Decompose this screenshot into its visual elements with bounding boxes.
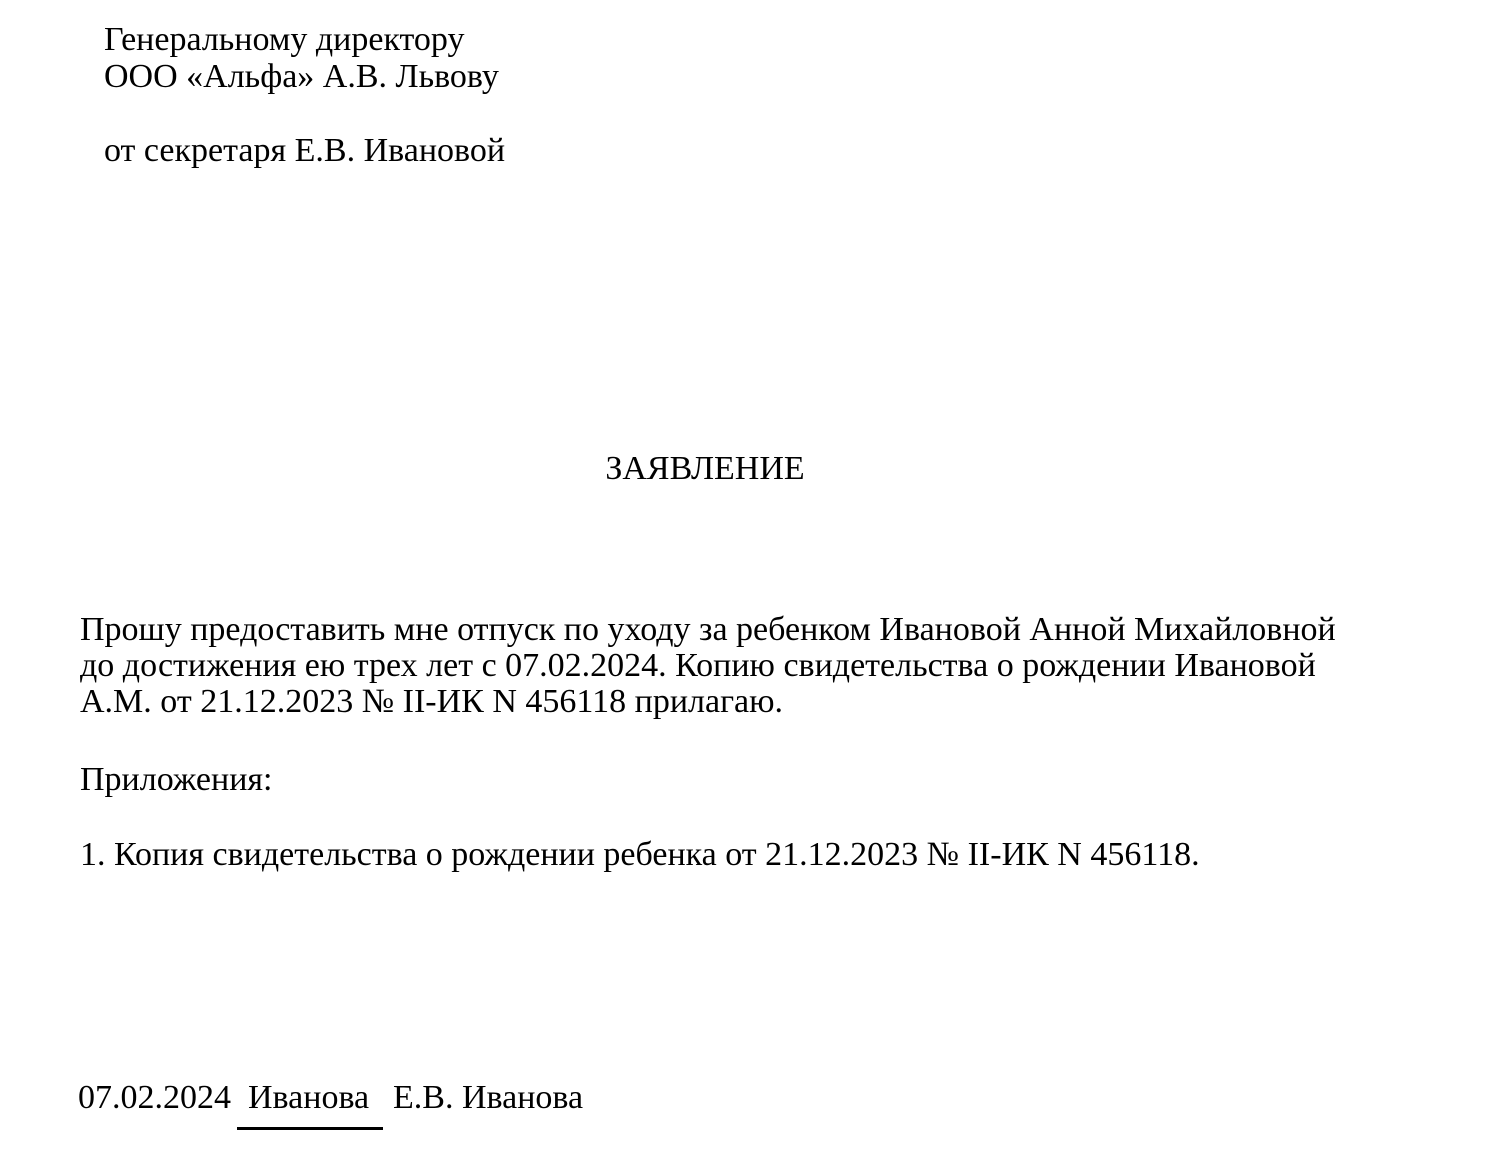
signature-full-name: Е.В. Иванова bbox=[393, 1079, 584, 1116]
blank-line bbox=[104, 95, 505, 132]
signature-date: 07.02.2024 bbox=[78, 1079, 231, 1116]
attachment-item: 1. Копия свидетельства о рождении ребенка от 21.12.2023 № II-ИК N 456118. bbox=[80, 836, 1200, 873]
addressee-line-2: ООО «Альфа» А.В. Львову bbox=[104, 58, 499, 95]
body-paragraph bbox=[80, 612, 1336, 720]
signature-underline bbox=[237, 1127, 383, 1130]
body-line-2: до достижения ею трех лет с 07.02.2024. Копию свидетельства о рождении Ивановой bbox=[80, 647, 1316, 684]
attachments-heading: Приложения: bbox=[80, 761, 273, 798]
addressee-block bbox=[104, 21, 505, 169]
document-title: ЗАЯВЛЕНИЕ bbox=[605, 450, 805, 487]
body-line-1: Прошу предоставить мне отпуск по уходу за ребенком Ивановой Анной Михайловной bbox=[80, 611, 1336, 648]
addressee-from-line: от секретаря Е.В. Ивановой bbox=[104, 132, 506, 169]
body-line-3: А.М. от 21.12.2023 № II-ИК N 456118 прилагаю. bbox=[80, 683, 784, 720]
signature-handwritten-name: Иванова bbox=[248, 1079, 370, 1116]
addressee-line-1: Генеральному директору bbox=[104, 21, 465, 58]
